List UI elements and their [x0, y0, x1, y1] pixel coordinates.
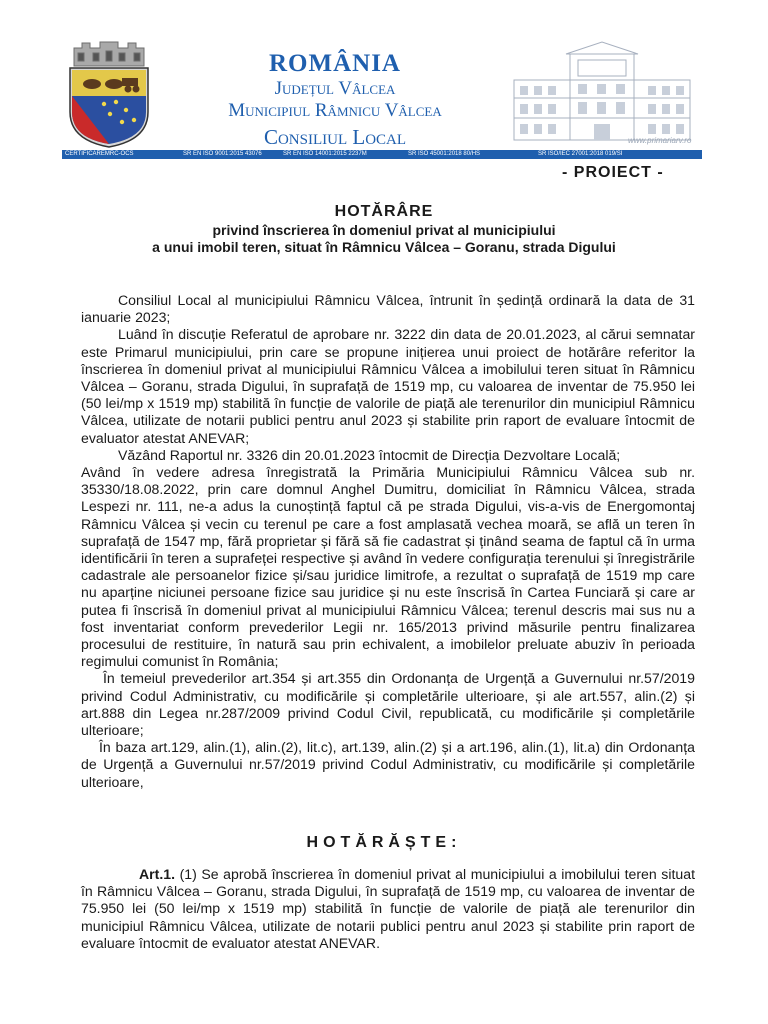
article-text: (1) Se aprobă înscrierea în domeniul privat al municipiului a imobilului teren situat în Râmnicu Vâlcea – Goranu, strada Digului, în suprafață de 1519 mp, cu valoarea de inventar de 75.950 lei (50 lei/mp x 1519 mp) stabilită în funcție de valorile de piață ale terenurilor din municipiul Râmnicu Vâlcea, utilizate de notarii publici pentru anul 2023 și stabilite prin raport de evaluare întocmit de evaluator atestat ANEVAR.	[81, 866, 695, 951]
decision-heading: HOTĂRĂȘTE:	[306, 834, 462, 851]
council-name: Consiliul Local	[263, 125, 407, 149]
paragraph: În temeiul prevederilor art.354 și art.355 din Ordonanța de Urgență a Guvernului nr.57/2019 privind Codul Administrativ, cu modificările și completările ulterioare, și ale art.557, alin.(2) și art.888 din Legea nr.287/2009 privind Codul Civil, republicată, cu modificările și completările ulterioare;	[81, 670, 695, 739]
subtitle-line: privind înscrierea în domeniul privat al municipiului	[212, 222, 556, 238]
document-title: HOTĂRÂRE	[334, 203, 434, 220]
letterhead-title	[190, 50, 480, 152]
certification-bar	[62, 150, 702, 159]
website-url[interactable]: www.primariarv.ro	[628, 136, 692, 145]
article-label: Art.1.	[139, 866, 176, 882]
paragraph: Văzând Raportul nr. 3326 din 20.01.2023 întocmit de Direcția Dezvoltare Locală;	[118, 446, 621, 463]
certification-item: CERTIFICAREMRC-OCS	[65, 151, 134, 157]
certification-item: SR ISO/IEC 27001:2018 019/SI	[538, 151, 623, 157]
paragraph: În baza art.129, alin.(1), alin.(2), lit.c), art.139, alin.(2) și a art.196, alin.(1), lit.a) din Ordonanța de Urgență a Guvernului nr.57/2019 privind Codul Administrativ, cu modificările și completările ulterioare,	[81, 739, 695, 790]
paragraph: Având în vedere adresa înregistrată la Primăria Municipiului Râmnicu Vâlcea sub nr. 35330/18.08.2022, prin care domnul Anghel Dumitru, domiciliat în Râmnicu Vâlcea, strada Lespezi nr. 111, ne-a adus la cunoștință faptul că pe strada Digului, vis-a-vis de Energomontaj Râmnicu Vâlcea și vecin cu terenul pe care a fost amplasată vechea moară, se află un teren în suprafață de 1547 mp, fără proprietar și fără să fie cadastrat și ținând seama de faptul că în urma identificării în teren a suprafeței respective și având în vedere configurația terenului și înregistrările cadastrale ale persoanelor fizice și/sau juridice limitrofe, a rezultat o suprafață de 1519 mp care nu aparține niciunei persoane fizice sau juridice și nu este înscrisă în Cartea Funciară și care ar putea fi înscrisă în domeniul privat al municipiului Râmnicu Vâlcea; terenul descris mai sus nu a fost inventariat conform prevederilor Legii nr. 165/2013 privind măsurile pentru finalizarea procesului de restituire, în natură sau prin echivalent, a imobilelor preluate abuziv în perioada regimului comunist în România;	[81, 464, 695, 670]
county-name: Județul Vâlcea	[274, 78, 396, 99]
subtitle-line: a unui imobil teren, situat în Râmnicu Vâlcea – Goranu, strada Digului	[152, 239, 616, 255]
certification-item: SR EN ISO 14001:2015 2237M	[283, 151, 367, 157]
article-1	[81, 866, 695, 952]
municipality-name: Municipiul Râmnicu Vâlcea	[228, 100, 442, 121]
city-hall-building-icon	[512, 40, 692, 144]
coat-of-arms-icon	[64, 40, 154, 148]
document-subtitle	[0, 222, 768, 256]
preamble	[81, 292, 695, 791]
paragraph: Luând în discuție Referatul de aprobare nr. 3222 din data de 20.01.2023, al cărui semnatar este Primarul municipiului, prin care se propune inițierea unui proiect de hotărâre referitor la înscrierea în domeniul privat al municipiului Râmnicu Vâlcea a imobilului teren situat în Râmnicu Vâlcea – Goranu, strada Digului, în suprafață de 1519 mp, cu valoarea de inventar de 75.950 lei (50 lei/mp x 1519 mp) stabilită în funcție de valorile de piață ale terenurilor din municipiul Râmnicu Vâlcea, utilizate de notarii publici pentru anul 2023 și stabilite prin raport de evaluare întocmit de evaluator atestat ANEVAR;	[81, 326, 695, 446]
document-status: - PROIECT -	[562, 164, 664, 181]
certification-item: SR ISO 45001:2018 80/HS	[408, 151, 481, 157]
country-name: ROMÂNIA	[269, 50, 401, 77]
certification-item: SR EN ISO 9001:2015 43076	[183, 151, 262, 157]
paragraph: Consiliul Local al municipiului Râmnicu Vâlcea, întrunit în ședință ordinară la data de 31 ianuarie 2023;	[81, 292, 695, 326]
